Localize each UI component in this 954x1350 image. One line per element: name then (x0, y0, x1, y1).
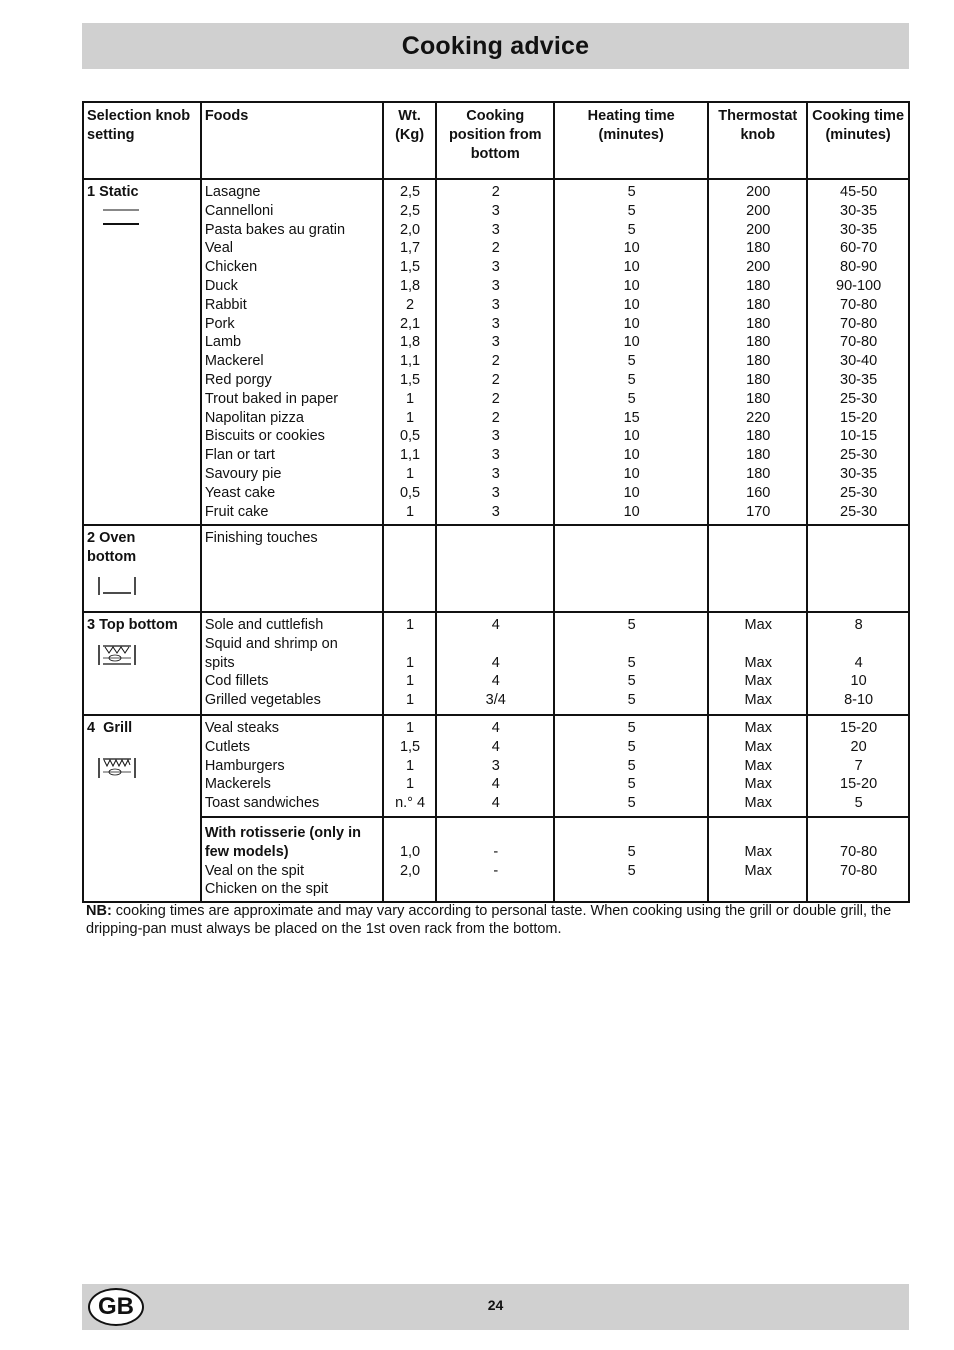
time-value: 15-20 (840, 720, 878, 736)
time-value: 30-35 (840, 202, 878, 219)
food-item: Sole and cuttlefish (204, 617, 324, 633)
header-thermostat: Thermostat knob (708, 102, 807, 179)
time-value: 30-35 (840, 465, 878, 482)
thermostat-value: Max (744, 673, 772, 690)
heating-value: 10 (623, 465, 640, 482)
thermostat-value: Max (744, 757, 772, 774)
heating-value: 5 (627, 617, 636, 633)
heating-value: 5 (627, 654, 636, 671)
time-value: 5 (854, 795, 863, 812)
position-value: 3 (491, 259, 500, 276)
food-item: spits (204, 654, 235, 671)
setting-cell-top-bottom (83, 612, 201, 715)
heating-value: 5 (627, 221, 636, 238)
weight-value: 0,5 (399, 484, 421, 501)
header-row (83, 102, 909, 179)
heating-value (558, 635, 705, 654)
thermostat-cell-rotisserie (708, 817, 807, 902)
oven-bottom-icon (87, 575, 198, 603)
thermostat-value: 180 (746, 353, 771, 370)
rotisserie-heading-line1: With rotisserie (only in (204, 825, 361, 841)
weight-value: 2,5 (399, 184, 421, 200)
food-item: Yeast cake (204, 484, 276, 501)
position-value: 3 (491, 465, 500, 482)
header-position: Cooking position from bottom (436, 102, 554, 179)
time-value: 15-20 (840, 409, 878, 426)
country-badge: GB (88, 1288, 144, 1326)
position-value: 4 (491, 654, 500, 671)
weight-value: 2,1 (399, 315, 421, 332)
thermostat-value: 220 (746, 409, 771, 426)
heating-value: 5 (627, 862, 636, 879)
section-rotisserie (83, 817, 909, 902)
weight-cell-top-bottom (383, 612, 437, 715)
weight-value: 1 (406, 654, 415, 671)
position-value (440, 635, 551, 654)
time-value: 60-70 (840, 240, 878, 257)
time-value: 70-80 (840, 334, 878, 351)
time-value: 70-80 (840, 296, 878, 313)
time-value: 10-15 (840, 428, 878, 445)
position-value: 2 (491, 353, 500, 370)
heating-value: 5 (627, 673, 636, 690)
food-item: Red porgy (204, 371, 272, 388)
weight-value: 1 (406, 465, 415, 482)
food-item: Duck (204, 277, 238, 294)
grill-icon (87, 756, 198, 786)
thermostat-value: 180 (746, 428, 771, 445)
thermostat-value: 180 (746, 315, 771, 332)
food-item: Squid and shrimp on (204, 635, 338, 652)
thermostat-cell-grill (708, 715, 807, 817)
header-selection: Selection knob setting (83, 102, 201, 179)
position-cell-top-bottom (436, 612, 554, 715)
header-foods: Foods (201, 102, 383, 179)
heating-value: 5 (627, 184, 636, 200)
time-value: 25-30 (840, 447, 878, 464)
time-value: 45-50 (840, 184, 878, 200)
header-heating: Heating time (minutes) (554, 102, 708, 179)
time-value: 30-35 (840, 371, 878, 388)
foods-cell-oven-bottom (201, 525, 383, 612)
heating-value: 5 (627, 202, 636, 219)
weight-value: 0,5 (399, 428, 421, 445)
setting-label-top-bottom: 3 Top bottom (87, 617, 178, 633)
position-value: 2 (491, 371, 500, 388)
food-item: Grilled vegetables (204, 692, 321, 709)
weight-value: 2 (406, 296, 415, 313)
thermostat-value: Max (744, 617, 772, 633)
food-item: Biscuits or cookies (204, 428, 325, 445)
foods-cell-grill (201, 715, 383, 817)
weight-value: 1 (406, 757, 415, 774)
heating-value: 10 (623, 277, 640, 294)
position-value: 3/4 (485, 692, 506, 709)
position-value: 3 (491, 202, 500, 219)
foods-cell-top-bottom (201, 612, 383, 715)
thermostat-value: Max (744, 843, 772, 860)
note-paragraph (86, 902, 916, 939)
position-value: 4 (491, 738, 500, 755)
heating-value: 10 (623, 428, 640, 445)
heating-value: 10 (623, 484, 640, 501)
heating-value: 10 (623, 296, 640, 313)
weight-value: 1,5 (399, 371, 421, 388)
position-cell-static (436, 179, 554, 525)
position-cell-grill (436, 715, 554, 817)
time-value: 25-30 (840, 503, 878, 520)
heating-value: 5 (627, 776, 636, 793)
thermostat-value: 180 (746, 465, 771, 482)
heating-cell-rotisserie (554, 817, 708, 902)
food-item: Napolitan pizza (204, 409, 304, 426)
time-value: 70-80 (840, 843, 878, 860)
empty-cell (708, 525, 807, 612)
position-value: 3 (491, 447, 500, 464)
position-value: 4 (491, 720, 500, 736)
time-value: 30-40 (840, 353, 878, 370)
weight-value: 1,1 (399, 353, 421, 370)
note-label: NB: (86, 903, 112, 919)
time-value (811, 635, 906, 654)
heating-cell-top-bottom (554, 612, 708, 715)
section-top-bottom (83, 612, 909, 715)
heating-value: 10 (623, 240, 640, 257)
position-value: 3 (491, 334, 500, 351)
setting-cell-grill (83, 715, 201, 902)
heating-value: 10 (623, 315, 640, 332)
heating-value: 5 (627, 390, 636, 407)
food-item: Rabbit (204, 296, 247, 313)
food-item: Savoury pie (204, 465, 282, 482)
weight-cell-static (383, 179, 437, 525)
weight-value: 2,5 (399, 202, 421, 219)
thermostat-value: 180 (746, 334, 771, 351)
food-item: Finishing touches (204, 530, 318, 546)
time-value: 15-20 (840, 776, 878, 793)
position-value: 3 (491, 221, 500, 238)
position-value: 3 (491, 484, 500, 501)
setting-cell-static (83, 179, 201, 525)
food-item: Hamburgers (204, 757, 285, 774)
weight-value: 1 (406, 720, 415, 736)
food-item: Chicken (204, 259, 258, 276)
food-item: Fruit cake (204, 503, 269, 520)
thermostat-value: Max (744, 692, 772, 709)
heating-value: 10 (623, 447, 640, 464)
time-value: 10 (850, 673, 867, 690)
food-item: Toast sandwiches (204, 795, 320, 812)
food-item: Chicken on the spit (204, 881, 329, 898)
weight-value: 1 (406, 390, 415, 407)
weight-value: 1,5 (399, 259, 421, 276)
page-number: 24 (487, 1297, 504, 1313)
header-time: Cooking time (minutes) (807, 102, 909, 179)
position-value: - (493, 862, 499, 879)
position-value: 2 (491, 240, 500, 257)
foods-cell-static (201, 179, 383, 525)
setting-label-static: 1 Static (87, 184, 139, 200)
thermostat-cell-static (708, 179, 807, 525)
weight-value: 1,1 (399, 447, 421, 464)
weight-value: 1 (406, 673, 415, 690)
time-value: 20 (850, 738, 867, 755)
setting-label-oven-bottom-line2: bottom (87, 548, 137, 565)
setting-label-grill: 4 Grill (87, 720, 133, 736)
section-oven-bottom (83, 525, 909, 612)
weight-value: 1,8 (399, 334, 421, 351)
food-item: Veal steaks (204, 720, 279, 736)
food-item: Trout baked in paper (204, 390, 339, 407)
thermostat-value: Max (744, 795, 772, 812)
section-grill (83, 715, 909, 817)
position-value: 4 (491, 795, 500, 812)
cooking-advice-table (82, 101, 910, 903)
heating-value: 5 (627, 353, 636, 370)
static-oven-icon (87, 206, 198, 234)
weight-value: 2,0 (399, 862, 421, 879)
heating-value: 10 (623, 259, 640, 276)
position-value: 3 (491, 757, 500, 774)
weight-value: n.° 4 (395, 795, 426, 812)
thermostat-value: Max (744, 738, 772, 755)
heating-value: 5 (627, 371, 636, 388)
time-cell-static (807, 179, 909, 525)
food-item: Mackerel (204, 353, 264, 370)
time-value: 70-80 (840, 862, 878, 879)
weight-value: 1 (406, 409, 415, 426)
heating-cell-grill (554, 715, 708, 817)
weight-value: 1,0 (399, 843, 421, 860)
thermostat-value: 200 (746, 184, 771, 200)
header-weight: Wt. (Kg) (383, 102, 437, 179)
time-value: 25-30 (840, 390, 878, 407)
position-value: 4 (491, 673, 500, 690)
time-value: 8 (854, 617, 863, 633)
food-item: Flan or tart (204, 447, 275, 464)
position-value: 3 (491, 315, 500, 332)
empty-cell (807, 525, 909, 612)
position-value: 4 (491, 617, 500, 633)
food-item: Cod fillets (204, 673, 269, 690)
position-value: 2 (491, 409, 500, 426)
time-value: 90-100 (836, 277, 882, 294)
weight-cell-grill (383, 715, 437, 817)
setting-cell-oven-bottom (83, 525, 201, 612)
empty-cell (554, 525, 708, 612)
time-value: 4 (854, 654, 863, 671)
weight-value: 1,8 (399, 277, 421, 294)
food-item: Pasta bakes au gratin (204, 221, 346, 238)
thermostat-value: Max (744, 862, 772, 879)
food-item: Lamb (204, 334, 242, 351)
section-static (83, 179, 909, 525)
thermostat-value (712, 635, 804, 654)
page-title-bar (82, 23, 909, 69)
position-value: 2 (491, 184, 500, 200)
empty-cell (383, 525, 437, 612)
foods-cell-rotisserie (201, 817, 383, 902)
setting-label-oven-bottom-line1: 2 Oven (87, 530, 136, 546)
thermostat-value: 180 (746, 277, 771, 294)
time-cell-top-bottom (807, 612, 909, 715)
weight-value: 1 (406, 776, 415, 793)
heating-value: 10 (623, 503, 640, 520)
position-value: 3 (491, 428, 500, 445)
heating-value: 5 (627, 795, 636, 812)
rotisserie-heading-line2: few models) (204, 843, 289, 860)
time-value: 25-30 (840, 484, 878, 501)
heating-value: 15 (623, 409, 640, 426)
thermostat-value: 180 (746, 447, 771, 464)
food-item: Pork (204, 315, 235, 332)
weight-value (387, 635, 434, 654)
thermostat-value: Max (744, 776, 772, 793)
page-title: Cooking advice (401, 31, 590, 60)
position-value: 3 (491, 277, 500, 294)
thermostat-cell-top-bottom (708, 612, 807, 715)
thermostat-value: 170 (746, 503, 771, 520)
food-item: Lasagne (204, 184, 261, 200)
thermostat-value: 200 (746, 221, 771, 238)
thermostat-value: 180 (746, 296, 771, 313)
heating-value: 5 (627, 757, 636, 774)
heating-value: 5 (627, 692, 636, 709)
weight-value: 1 (406, 617, 415, 633)
thermostat-value: 200 (746, 202, 771, 219)
time-cell-rotisserie (807, 817, 909, 902)
food-item: Cutlets (204, 738, 250, 755)
thermostat-value: 200 (746, 259, 771, 276)
heating-value: 5 (627, 843, 636, 860)
heating-value: 10 (623, 334, 640, 351)
heating-value: 5 (627, 738, 636, 755)
time-value: 8-10 (844, 692, 874, 709)
time-value: 70-80 (840, 315, 878, 332)
heating-cell-static (554, 179, 708, 525)
thermostat-value: 180 (746, 371, 771, 388)
food-item: Veal (204, 240, 234, 257)
position-value: 3 (491, 296, 500, 313)
position-value: 4 (491, 776, 500, 793)
thermostat-value: Max (744, 654, 772, 671)
food-item: Mackerels (204, 776, 271, 793)
time-value: 7 (854, 757, 863, 774)
heating-value: 5 (627, 720, 636, 736)
time-value: 80-90 (840, 259, 878, 276)
weight-cell-rotisserie (383, 817, 437, 902)
food-item: Veal on the spit (204, 862, 304, 879)
empty-cell (436, 525, 554, 612)
note-text: cooking times are approximate and may vary according to personal taste. When cooking using the grill or double grill, the dripping-pan must always be placed on the 1st oven rack from the bottom. (86, 903, 892, 938)
weight-value: 1,5 (399, 738, 421, 755)
weight-value: 1,7 (399, 240, 421, 257)
weight-value: 1 (406, 503, 415, 520)
thermostat-value: 180 (746, 390, 771, 407)
weight-value: 1 (406, 692, 415, 709)
top-bottom-fan-icon (87, 643, 198, 673)
position-value: - (493, 843, 499, 860)
thermostat-value: Max (744, 720, 772, 736)
thermostat-value: 180 (746, 240, 771, 257)
thermostat-value: 160 (746, 484, 771, 501)
time-cell-grill (807, 715, 909, 817)
page-footer (82, 1284, 909, 1330)
food-item: Cannelloni (204, 202, 274, 219)
position-value: 2 (491, 390, 500, 407)
weight-value: 2,0 (399, 221, 421, 238)
position-cell-rotisserie (436, 817, 554, 902)
position-value: 3 (491, 503, 500, 520)
time-value: 30-35 (840, 221, 878, 238)
